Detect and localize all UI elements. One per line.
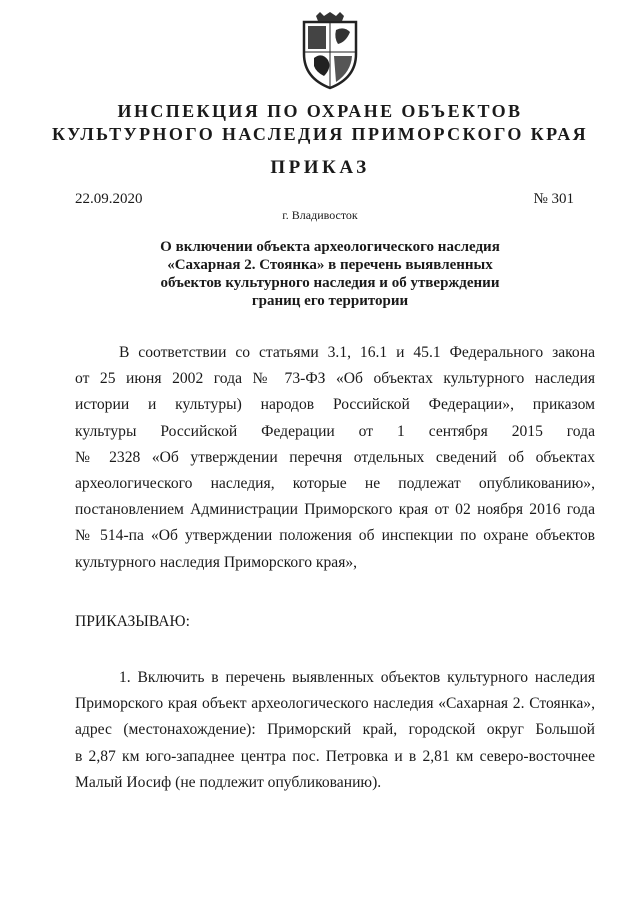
paragraph-line: Приморского края объект археологического наследия «Сахарная 2. Стоянка», [75,695,595,713]
paragraph-line: истории и культуры) народов Российской Федерации», приказом [75,396,595,414]
coat-of-arms-icon [296,12,364,92]
paragraph-line: от 25 июня 2002 года № 73-ФЗ «Об объектах культурного наследия [75,370,595,388]
paragraph-line: в 2,87 км юго-западнее центра пос. Петровка и в 2,81 км северо-восточнее [75,747,595,765]
paragraph-line: культурного наследия Приморского края», [75,553,358,571]
document-number: № 301 [533,191,574,207]
document-city: г. Владивосток [282,208,358,222]
order-item-1 [75,665,595,796]
title-line: границ его территории [251,293,409,309]
paragraph-line: № 514-па «Об утверждении положения об инспекции по охране объектов [75,527,595,545]
paragraph-line: культуры Российской Федерации от 1 сентября 2015 года [75,422,595,440]
document-date: 22.09.2020 [75,191,143,207]
document-title [120,238,540,310]
paragraph-line: адрес (местонахождение): Приморский край, городской округ Большой [75,721,595,739]
title-line: «Сахарная 2. Стоянка» в перечень выявленных [167,257,493,273]
preamble-paragraph [75,340,595,576]
paragraph-line: 1. Включить в перечень выявленных объектов культурного наследия [119,669,595,686]
organization-name-line1: ИНСПЕКЦИЯ ПО ОХРАНЕ ОБЪЕКТОВ [117,101,523,121]
paragraph-line: археологического наследия, которые не подлежат опубликованию», [75,474,595,492]
paragraph-line: В соответствии со статьями 3.1, 16.1 и 45.1 Федерального закона [119,344,595,361]
title-line: объектов культурного наследия и об утверждении [160,275,500,291]
organization-name-line2: КУЛЬТУРНОГО НАСЛЕДИЯ ПРИМОРСКОГО КРАЯ [51,124,588,144]
document-type: ПРИКАЗ [270,157,370,178]
title-line: О включении объекта археологического наследия [160,239,500,255]
paragraph-line: № 2328 «Об утверждении перечня отдельных сведений об объектах [75,448,595,466]
paragraph-line: постановлением Администрации Приморского края от 02 ноября 2016 года [75,501,595,519]
paragraph-line: Малый Иосиф (не подлежит опубликованию). [75,773,382,791]
order-word: ПРИКАЗЫВАЮ: [75,613,190,630]
